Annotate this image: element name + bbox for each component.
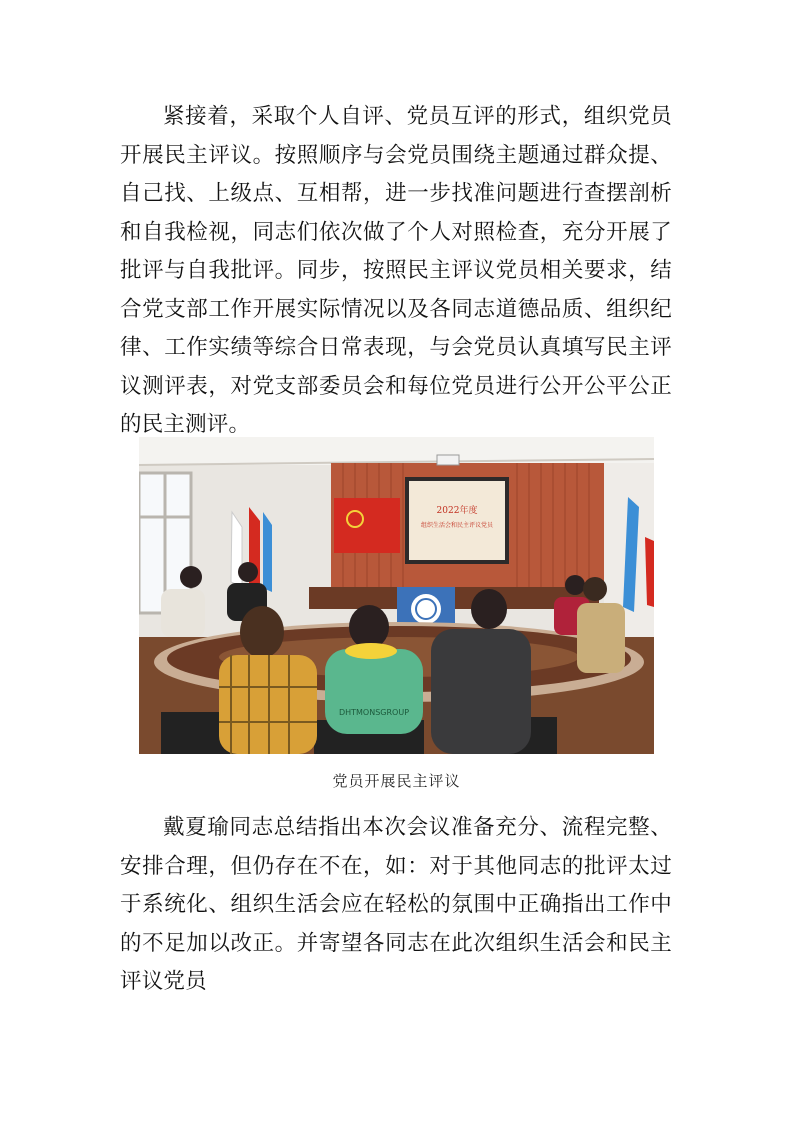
screen-title: 2022年度 [436,506,478,516]
meeting-photo [139,437,654,754]
jacket-text: DHTMONSGROUP [338,708,410,717]
paragraph-summary: 戴夏瑜同志总结指出本次会议准备充分、流程完整、安排合理，但仍存在不在，如：对于其他同志的批评太过于系统化、组织生活会应在轻松的氛围中正确指出工作中的不足加以改正。并寄望各同志在此次组织生活会和民主评议党员 [120,815,672,994]
photo-caption: 党员开展民主评议 [332,772,461,790]
paragraph-evaluation: 紧接着，采取个人自评、党员互评的形式，组织党员开展民主评议。按照顺序与会党员围绕主题通过群众提、自己找、上级点、互相帮，进一步找准问题进行查摆剖析和自我检视，同志们依次做了个人对照检查，充分开展了批评与自我批评。同步，按照民主评议党员相关要求，结合党支部工作开展实际情况以及各同志道德品质、组织纪律、工作实绩等综合日常表现，与会党员认真填写民主评议测评表，对党支部委员会和每位党员进行公开公平公正的民主测评。 [120,104,672,437]
screen-subtitle: 组织生活会和民主评议党员 [420,522,494,529]
